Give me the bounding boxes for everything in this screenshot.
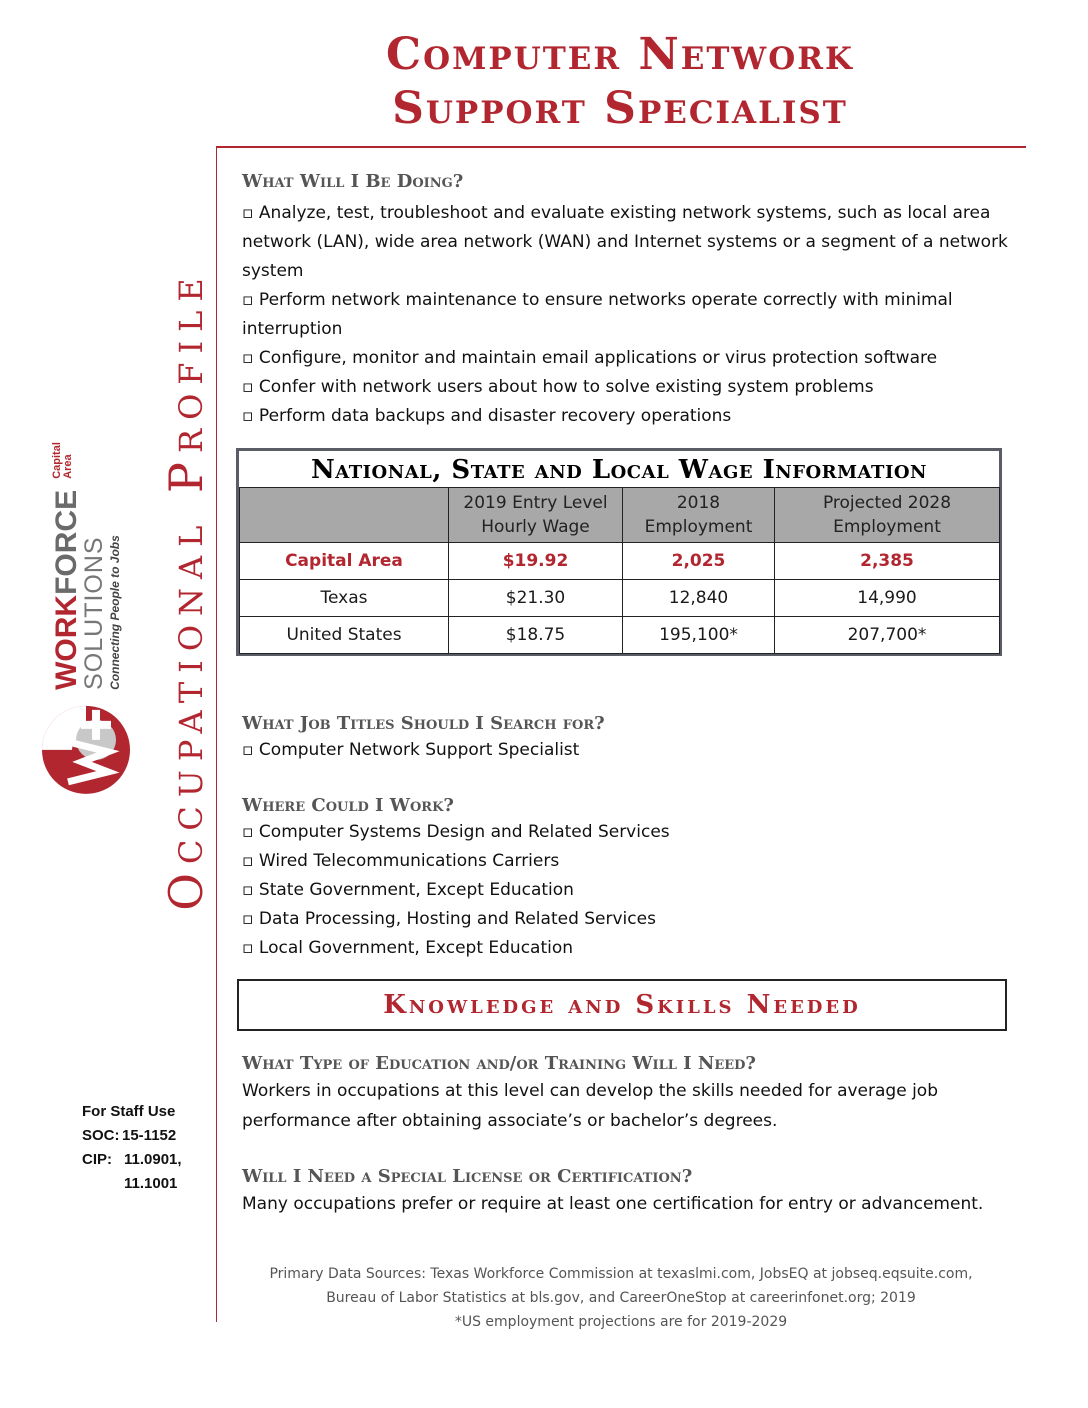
license-text: Many occupations prefer or require at least one certification for entry or advancement. <box>242 1194 984 1214</box>
wage-title: National, State and Local Wage Information <box>311 455 927 485</box>
title-divider <box>217 146 1026 148</box>
table-cell: 2,385 <box>775 543 1000 580</box>
sources-line-1: Primary Data Sources: Texas Workforce Commission at texaslmi.com, JobsEQ at jobseq.eqsuite.com, <box>269 1266 973 1282</box>
cip-label: CIP: <box>82 1151 112 1168</box>
knowledge-skills-banner: Knowledge and Skills Needed <box>237 979 1007 1031</box>
cip-value-1: 11.0901, <box>124 1151 182 1168</box>
page-title <box>250 28 990 136</box>
list-item: ▫ Configure, monitor and maintain email applications or virus protection software <box>242 348 938 368</box>
table-cell: $21.30 <box>449 580 623 617</box>
education-heading: What Type of Education and/or Training Will I Need? <box>242 1053 756 1074</box>
doing-section <box>242 170 1017 431</box>
list-item: ▫ Wired Telecommunications Carriers <box>242 851 560 871</box>
table-cell: United States <box>240 617 449 654</box>
doing-heading: What Will I Be Doing? <box>242 171 464 192</box>
staff-heading: For Staff Use <box>82 1103 176 1120</box>
table-header-cell: 2018 Employment <box>623 488 775 543</box>
list-item: ▫ Confer with network users about how to solve existing system problems <box>242 377 874 397</box>
title-line-1: Computer Network <box>386 29 854 80</box>
title-line-2: Support Specialist <box>392 83 848 134</box>
list-item: ▫ Computer Network Support Specialist <box>242 740 580 760</box>
education-section <box>242 1052 1017 1136</box>
job-titles-section <box>242 712 1017 765</box>
logo-capital-area <box>52 442 74 479</box>
list-item: ▫ Local Government, Except Education <box>242 938 574 958</box>
table-cell: Capital Area <box>240 543 449 580</box>
table-row <box>240 580 1000 617</box>
table-cell: $19.92 <box>449 543 623 580</box>
table-header-cell <box>240 488 449 543</box>
logo-work: WORK <box>49 594 83 690</box>
logo-force: FORCE <box>49 489 83 595</box>
staff-use-block <box>82 1100 182 1196</box>
wage-info-box <box>236 448 1002 656</box>
list-item: ▫ Analyze, test, troubleshoot and evaluate existing network systems, such as local area network (LAN), wide area network (WAN) and Internet systems or a segment of a network system <box>242 203 1008 281</box>
table-cell: 195,100* <box>623 617 775 654</box>
list-item: ▫ Perform network maintenance to ensure networks operate correctly with minimal interruption <box>242 290 953 339</box>
workforce-logo-icon <box>38 702 134 798</box>
license-heading: Will I Need a Special License or Certification? <box>242 1166 693 1187</box>
table-cell: 14,990 <box>775 580 1000 617</box>
table-cell: 207,700* <box>775 617 1000 654</box>
where-work-section <box>242 794 1017 963</box>
cip-value-2: 11.1001 <box>124 1175 178 1192</box>
list-item: ▫ Computer Systems Design and Related Services <box>242 822 670 842</box>
table-cell: Texas <box>240 580 449 617</box>
soc-label: SOC: <box>82 1127 120 1144</box>
wage-table <box>239 487 1000 654</box>
data-sources <box>242 1262 1000 1334</box>
logo-capital: Capital <box>50 442 63 479</box>
sources-line-2: Bureau of Labor Statistics at bls.gov, and CareerOneStop at careerinfonet.org; 2019 <box>326 1290 916 1306</box>
workforce-logo <box>38 442 134 798</box>
license-section <box>242 1165 1017 1219</box>
table-header-cell: Projected 2028 Employment <box>775 488 1000 543</box>
table-cell: $18.75 <box>449 617 623 654</box>
occupational-profile-label: Occupational Profile <box>159 269 213 911</box>
logo-area: Area <box>61 454 74 479</box>
list-item: ▫ Perform data backups and disaster recovery operations <box>242 406 732 426</box>
list-item: ▫ State Government, Except Education <box>242 880 574 900</box>
table-header-cell: 2019 Entry Level Hourly Wage <box>449 488 623 543</box>
education-text: Workers in occupations at this level can develop the skills needed for average job performance after obtaining associate’s or bachelor’s degrees. <box>242 1081 938 1131</box>
side-divider <box>216 146 217 1322</box>
table-row <box>240 617 1000 654</box>
where-work-heading: Where Could I Work? <box>242 795 454 816</box>
sources-line-3: *US employment projections are for 2019-2029 <box>454 1314 788 1330</box>
table-row <box>240 543 1000 580</box>
table-cell: 2,025 <box>623 543 775 580</box>
soc-value: 15-1152 <box>122 1127 177 1144</box>
table-header-row <box>240 488 1000 543</box>
logo-tagline: Connecting People to Jobs <box>107 535 122 690</box>
job-titles-heading: What Job Titles Should I Search for? <box>242 713 605 734</box>
table-cell: 12,840 <box>623 580 775 617</box>
list-item: ▫ Data Processing, Hosting and Related Services <box>242 909 656 929</box>
logo-solutions: SOLUTIONS <box>79 536 108 690</box>
